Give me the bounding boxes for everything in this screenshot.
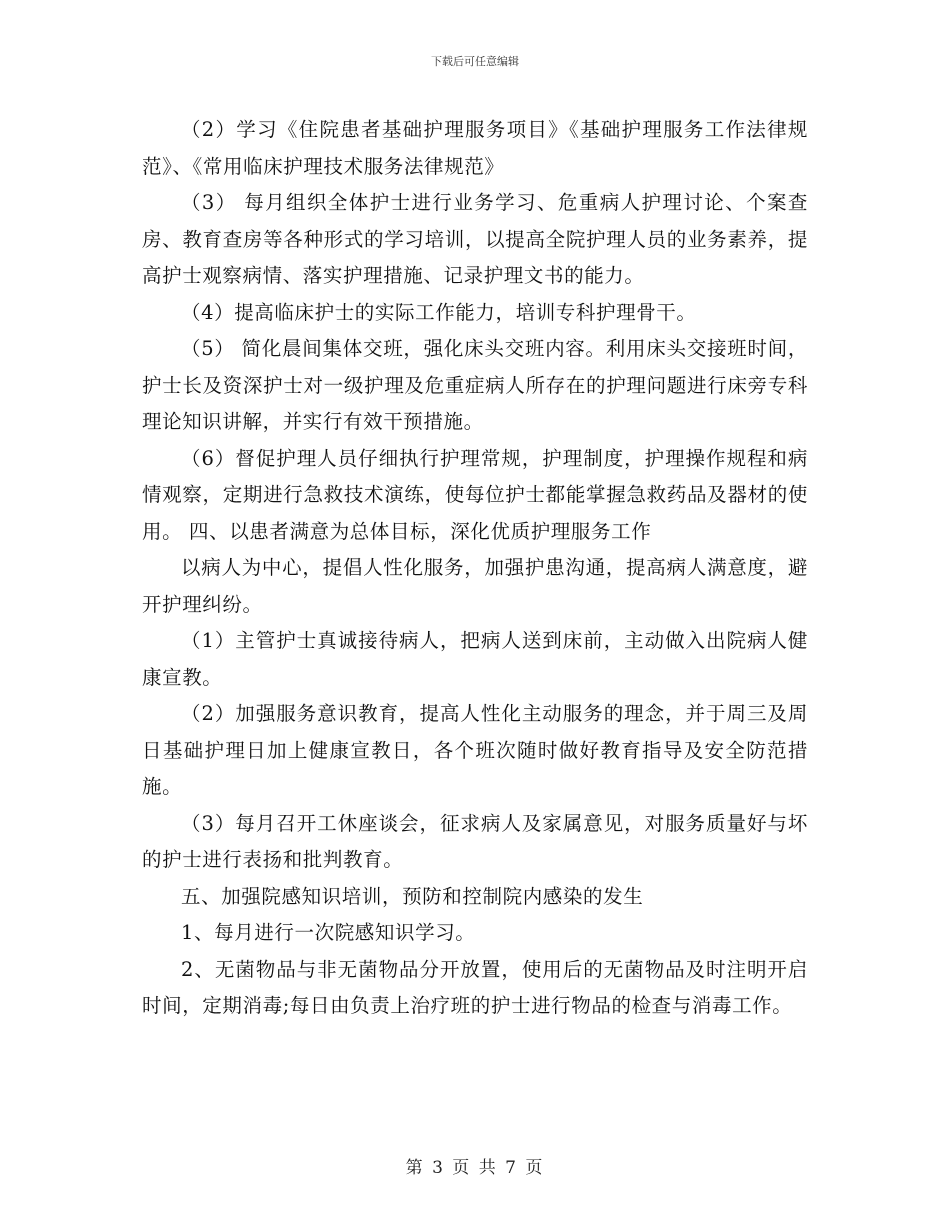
paragraph-bedside-handover: （5） 简化晨间集体交班，强化床头交班内容。利用床头交接班时间，护士长及资深护士对一级护理及危重症病人所存在的护理问题进行床旁专科理论知识讲解，并实行有效干预措施。 bbox=[142, 337, 808, 433]
paragraph-nursing-routine: （6）督促护理人员仔细执行护理常规，护理制度，护理操作规程和病情观察，定期进行急救技术演练，使每位护士都能掌握急救药品及器材的使用。 四、以患者满意为总体目标，深化优质护理服务工作 bbox=[142, 446, 808, 543]
paragraph-clinical-ability: （4）提高临床护士的实际工作能力，培训专科护理骨干。 bbox=[181, 300, 697, 324]
document-body bbox=[142, 112, 808, 1025]
paragraph-service-awareness: （2）加强服务意识教育，提高人性化主动服务的理念，并于周三及周日基础护理日加上健康宣教日，各个班次随时做好教育指导及安全防范措施。 bbox=[142, 702, 808, 798]
paragraph-study-standards: （2）学习《住院患者基础护理服务项目》《基础护理服务工作法律规范》、《常用临床护理技术服务法律规范》 bbox=[142, 118, 808, 178]
paragraph-monthly-training: （3） 每月组织全体护士进行业务学习、危重病人护理讨论、个案查房、教育查房等各种形式的学习培训，以提高全院护理人员的业务素养，提高护士观察病情、落实护理措施、记录护理文书的能力。 bbox=[142, 191, 808, 287]
paragraph-reception: （1）主管护士真诚接待病人，把病人送到床前，主动做入出院病人健康宣教。 bbox=[142, 629, 808, 689]
paragraph-forum: （3）每月召开工休座谈会，征求病人及家属意见，对服务质量好与坏的护士进行表扬和批判教育。 bbox=[142, 811, 808, 871]
paragraph-sterile-items: 2、无菌物品与非无菌物品分开放置，使用后的无菌物品及时注明开启时间，定期消毒;每日由负责上治疗班的护士进行物品的检查与消毒工作。 bbox=[142, 957, 808, 1017]
paragraph-patient-centered: 以病人为中心，提倡人性化服务，加强护患沟通，提高病人满意度，避开护理纠纷。 bbox=[142, 556, 808, 616]
section-heading-infection-control: 五、加强院感知识培训，预防和控制院内感染的发生 bbox=[181, 884, 644, 908]
page-number-footer: 第 3 页 共 7 页 bbox=[405, 1158, 545, 1178]
paragraph-monthly-infection-study: 1、每月进行一次院感知识学习。 bbox=[181, 921, 476, 944]
page-header: 下载后可任意编辑 bbox=[431, 55, 519, 68]
